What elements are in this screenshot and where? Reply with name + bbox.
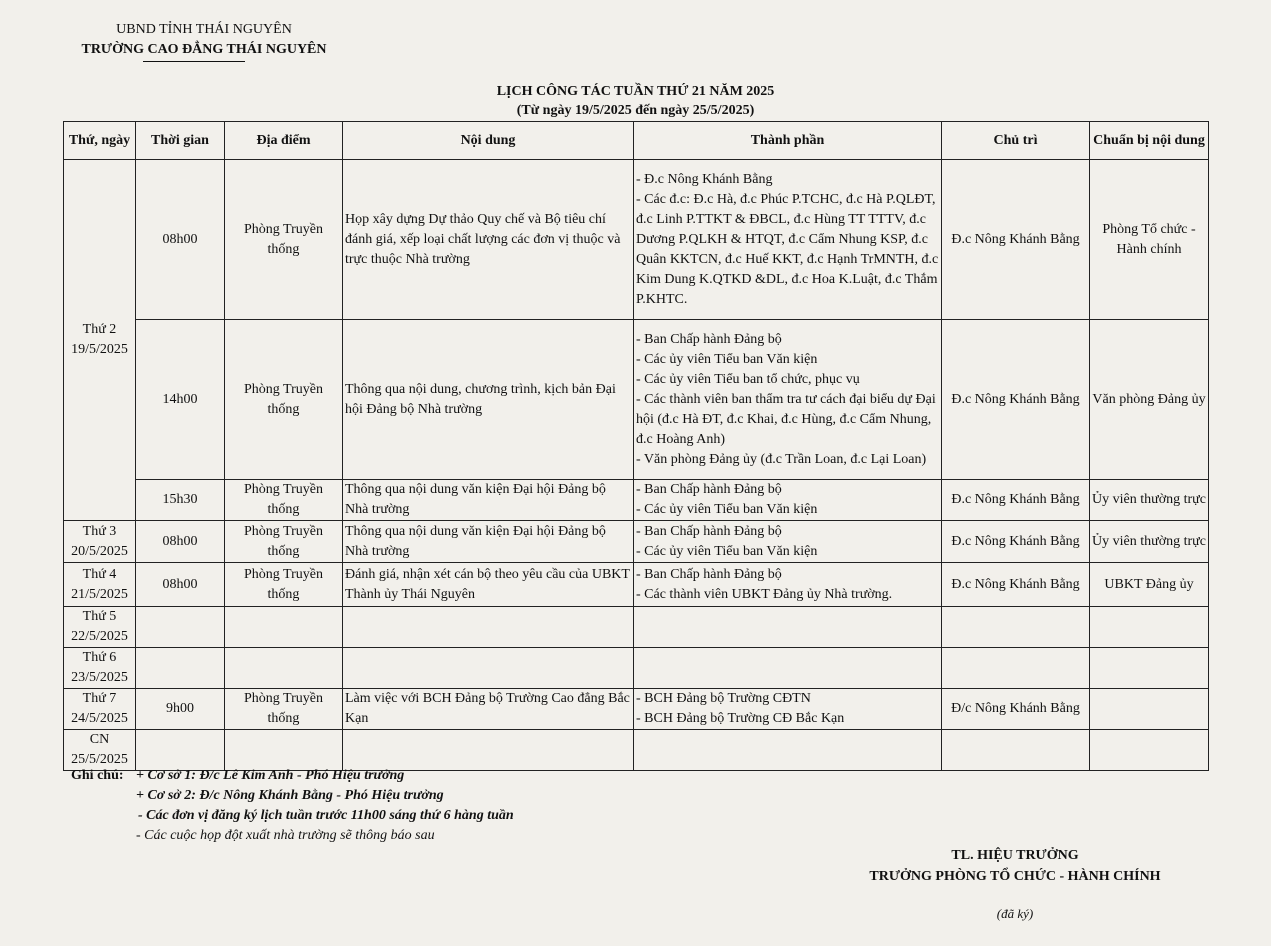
table-row bbox=[64, 160, 1209, 320]
org-name: TRƯỜNG CAO ĐẲNG THÁI NGUYÊN bbox=[81, 42, 327, 57]
schedule-table bbox=[63, 121, 1209, 771]
col-header: Chuẩn bị nội dung bbox=[1090, 122, 1209, 160]
col-header: Thời gian bbox=[136, 122, 225, 160]
col-header: Thứ, ngày bbox=[64, 122, 136, 160]
day-cell: CN 25/5/2025 bbox=[64, 730, 136, 771]
day-cell: Thứ 5 22/5/2025 bbox=[64, 607, 136, 648]
content-cell: Thông qua nội dung văn kiện Đại hội Đảng bộ Nhà trường bbox=[343, 480, 634, 521]
prep-cell: Văn phòng Đảng ủy bbox=[1090, 320, 1209, 480]
note-item: + Cơ sở 1: Đ/c Lê Kim Anh - Phó Hiệu trưởng bbox=[136, 768, 405, 783]
prep-cell: UBKT Đảng ủy bbox=[1090, 563, 1209, 607]
time-cell: 08h00 bbox=[136, 563, 225, 607]
note-item: + Cơ sở 2: Đ/c Nông Khánh Bằng - Phó Hiệu trưởng bbox=[136, 788, 444, 803]
content-cell: Thông qua nội dung, chương trình, kịch bản Đại hội Đảng bộ Nhà trường bbox=[343, 320, 634, 480]
content-cell: Thông qua nội dung văn kiện Đại hội Đảng bộ Nhà trường bbox=[343, 521, 634, 563]
time-cell: 08h00 bbox=[136, 160, 225, 320]
organization-header bbox=[64, 20, 344, 62]
participants-cell: - Đ.c Nông Khánh Bằng - Các đ.c: Đ.c Hà, đ.c Phúc P.TCHC, đ.c Hà P.QLĐT, đ.c Linh P.TTKT & ĐBCL, đ.c Hùng TT TTTV, đ.c Dương P.QLKH & HTQT, đ.c Cẩm Nhung KSP, đ.c Quân KKTCN, đ.c Huế KKT, đ.c Hạnh TrMNTH, đ.c Kim Dung K.QTKD &DL, đ.c Hoa K.Luật, đ.c Thắm P.KHTC. bbox=[634, 160, 942, 320]
document-title bbox=[0, 82, 1271, 120]
org-underline bbox=[143, 61, 245, 62]
content-cell: Làm việc với BCH Đảng bộ Trường Cao đẳng Bắc Kạn bbox=[343, 689, 634, 730]
place-cell: Phòng Truyền thống bbox=[225, 480, 343, 521]
time-cell: 08h00 bbox=[136, 521, 225, 563]
chair-cell: Đ.c Nông Khánh Bằng bbox=[942, 521, 1090, 563]
col-header: Nội dung bbox=[343, 122, 634, 160]
day-cell: Thứ 3 20/5/2025 bbox=[64, 521, 136, 563]
chair-cell: Đ.c Nông Khánh Bằng bbox=[942, 480, 1090, 521]
table-row bbox=[64, 689, 1209, 730]
participants-cell: - Ban Chấp hành Đảng bộ - Các ủy viên Tiểu ban Văn kiện bbox=[634, 480, 942, 521]
day-cell: Thứ 6 23/5/2025 bbox=[64, 648, 136, 689]
day-cell: Thứ 2 19/5/2025 bbox=[64, 160, 136, 521]
table-row bbox=[64, 648, 1209, 689]
prep-cell bbox=[1090, 689, 1209, 730]
signed-mark: (đã ký) bbox=[996, 906, 1034, 921]
col-header: Chủ trì bbox=[942, 122, 1090, 160]
prep-cell: Ủy viên thường trực bbox=[1090, 521, 1209, 563]
prep-cell: Phòng Tổ chức - Hành chính bbox=[1090, 160, 1209, 320]
day-cell: Thứ 4 21/5/2025 bbox=[64, 563, 136, 607]
org-parent: UBND TỈNH THÁI NGUYÊN bbox=[116, 22, 292, 37]
day-cell: Thứ 7 24/5/2025 bbox=[64, 689, 136, 730]
title-range: (Từ ngày 19/5/2025 đến ngày 25/5/2025) bbox=[516, 103, 755, 118]
note-item: - Các đơn vị đăng ký lịch tuần trước 11h00 sáng thứ 6 hàng tuần bbox=[138, 808, 514, 823]
chair-cell: Đ.c Nông Khánh Bằng bbox=[942, 563, 1090, 607]
chair-cell: Đ/c Nông Khánh Bằng bbox=[942, 689, 1090, 730]
place-cell: Phòng Truyền thống bbox=[225, 689, 343, 730]
place-cell: Phòng Truyền thống bbox=[225, 320, 343, 480]
col-header: Thành phần bbox=[634, 122, 942, 160]
signature-title: TRƯỞNG PHÒNG TỔ CHỨC - HÀNH CHÍNH bbox=[869, 869, 1161, 884]
chair-cell: Đ.c Nông Khánh Bằng bbox=[942, 320, 1090, 480]
participants-cell: - Ban Chấp hành Đảng bộ - Các ủy viên Tiểu ban Văn kiện bbox=[634, 521, 942, 563]
time-cell: 14h00 bbox=[136, 320, 225, 480]
time-cell: 9h00 bbox=[136, 689, 225, 730]
col-header: Địa điểm bbox=[225, 122, 343, 160]
title-main: LỊCH CÔNG TÁC TUẦN THỨ 21 NĂM 2025 bbox=[496, 84, 775, 99]
participants-cell: - Ban Chấp hành Đảng bộ - Các thành viên UBKT Đảng ủy Nhà trường. bbox=[634, 563, 942, 607]
table-row bbox=[64, 563, 1209, 607]
content-cell: Họp xây dựng Dự thảo Quy chế và Bộ tiêu chí đánh giá, xếp loại chất lượng các đơn vị thuộc và trực thuộc Nhà trường bbox=[343, 160, 634, 320]
place-cell: Phòng Truyền thống bbox=[225, 563, 343, 607]
table-row bbox=[64, 730, 1209, 771]
signature-authority: TL. HIỆU TRƯỞNG bbox=[951, 848, 1079, 863]
chair-cell: Đ.c Nông Khánh Bằng bbox=[942, 160, 1090, 320]
table-row bbox=[64, 320, 1209, 480]
notes-label: Ghi chú: bbox=[71, 768, 124, 783]
table-row bbox=[64, 607, 1209, 648]
content-cell: Đánh giá, nhận xét cán bộ theo yêu cầu của UBKT Thành ủy Thái Nguyên bbox=[343, 563, 634, 607]
place-cell: Phòng Truyền thống bbox=[225, 160, 343, 320]
table-row bbox=[64, 480, 1209, 521]
participants-cell: - Ban Chấp hành Đảng bộ - Các ủy viên Tiểu ban Văn kiện - Các ủy viên Tiểu ban tổ chức, phục vụ - Các thành viên ban thẩm tra tư cách đại biểu dự Đại hội (đ.c Hà ĐT, đ.c Khai, đ.c Hùng, đ.c Cẩm Nhung, đ.c Hoàng Anh) - Văn phòng Đảng ủy (đ.c Trần Loan, đ.c Lại Loan) bbox=[634, 320, 942, 480]
place-cell: Phòng Truyền thống bbox=[225, 521, 343, 563]
participants-cell: - BCH Đảng bộ Trường CĐTN - BCH Đảng bộ Trường CĐ Bắc Kạn bbox=[634, 689, 942, 730]
signature-block bbox=[830, 845, 1200, 887]
header-row bbox=[64, 122, 1209, 160]
note-item: - Các cuộc họp đột xuất nhà trường sẽ thông báo sau bbox=[136, 828, 435, 843]
prep-cell: Ủy viên thường trực bbox=[1090, 480, 1209, 521]
time-cell: 15h30 bbox=[136, 480, 225, 521]
table-row bbox=[64, 521, 1209, 563]
